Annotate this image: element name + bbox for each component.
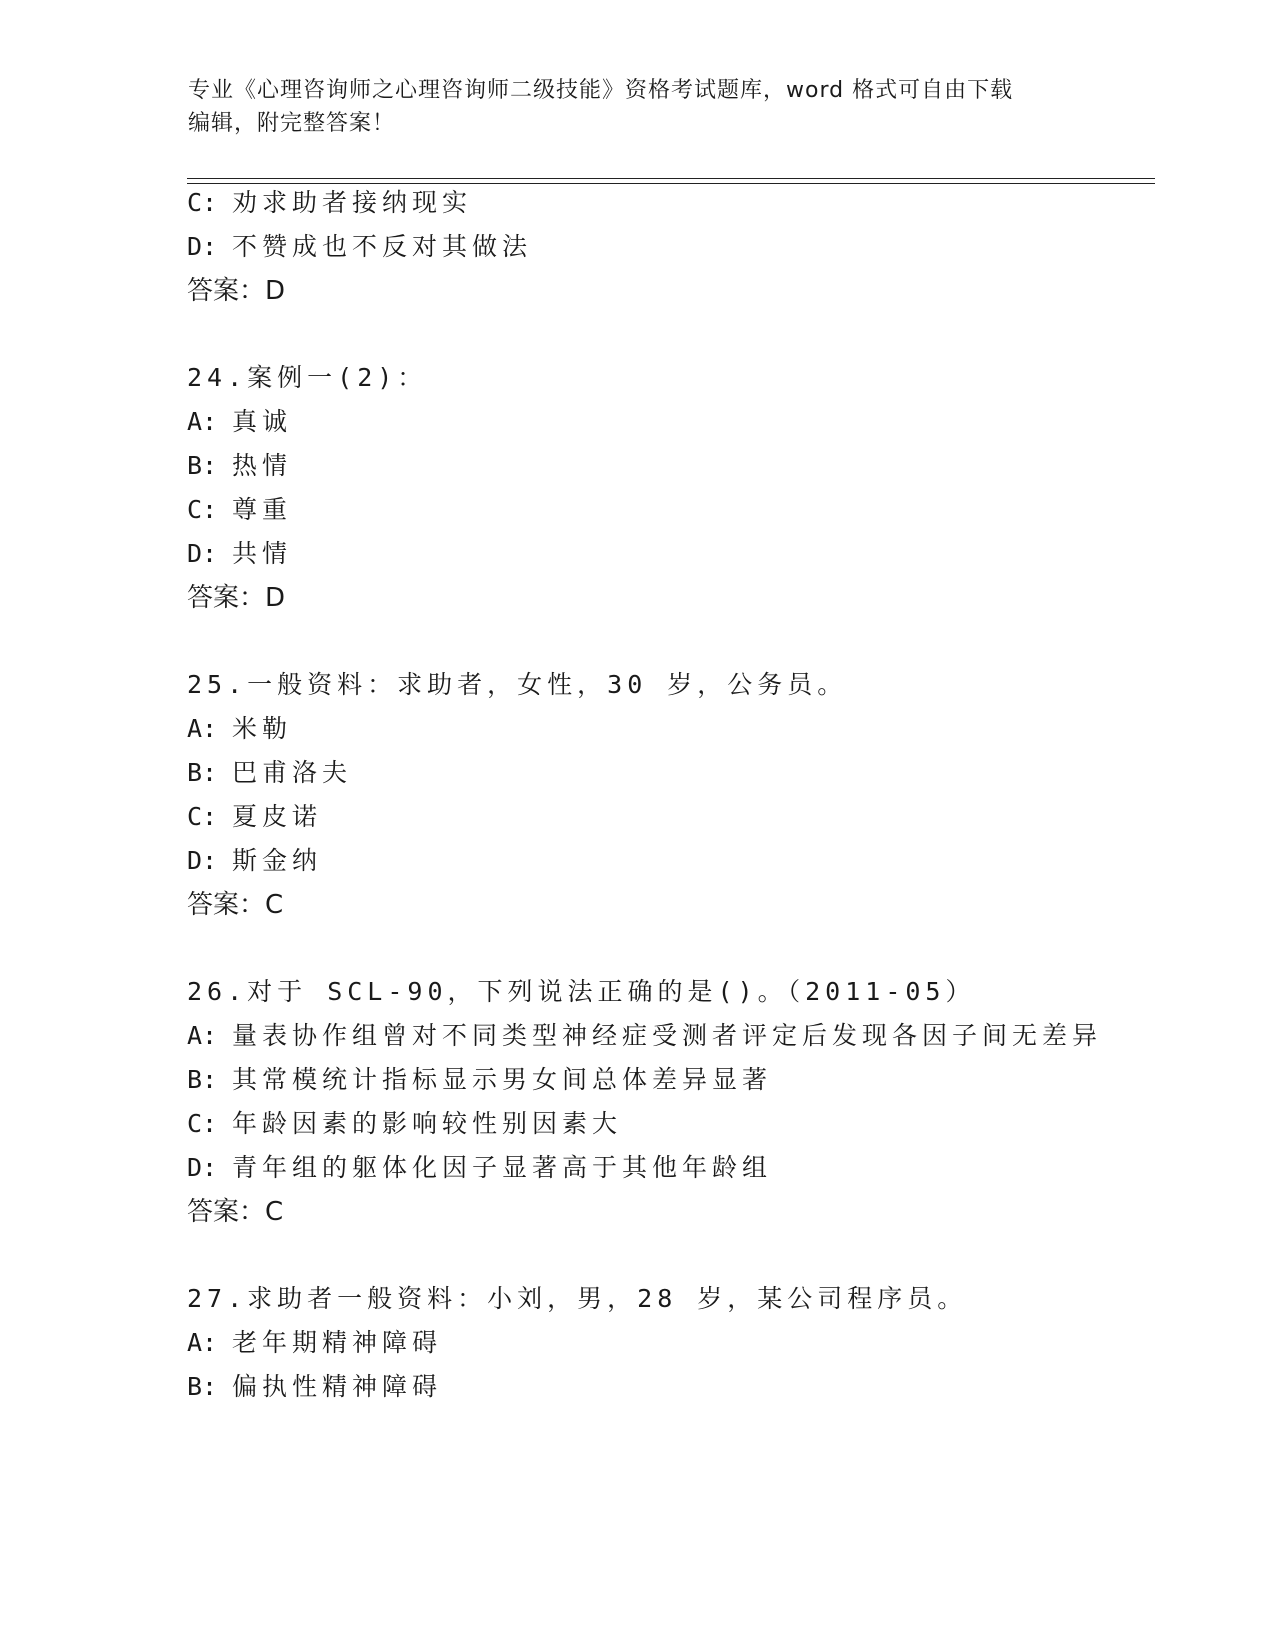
header-line-1: 专业《心理咨询师之心理咨询师二级技能》资格考试题库，word 格式可自由下载 [188, 78, 1014, 103]
option-label: B: [187, 758, 218, 787]
option-c [187, 490, 292, 530]
answer: 答案：D [187, 276, 286, 306]
option-label: D: [187, 1153, 218, 1182]
option-d [187, 841, 322, 881]
option-text: 年龄因素的影响较性别因素大 [232, 1109, 623, 1138]
option-text: 巴甫洛夫 [232, 758, 353, 787]
option-label: C: [187, 495, 218, 524]
option-text: 偏执性精神障碍 [232, 1372, 443, 1401]
option-text: 不赞成也不反对其做法 [232, 232, 533, 261]
option-label: B: [187, 451, 218, 480]
option-text: 夏皮诺 [232, 802, 323, 831]
option-text: 青年组的躯体化因子显著高于其他年龄组 [232, 1153, 773, 1182]
option-a [187, 402, 292, 442]
option-text: 斯金纳 [232, 846, 323, 875]
option-a [187, 709, 292, 749]
option-b [187, 1060, 772, 1100]
question-stem: 26.对于 SCL-90，下列说法正确的是()。（2011-05） [187, 977, 976, 1006]
option-label: A: [187, 407, 218, 436]
option-b [187, 1367, 442, 1407]
document-header [188, 74, 1088, 140]
option-d [187, 534, 292, 574]
option-label: B: [187, 1065, 218, 1094]
option-c [187, 183, 472, 223]
option-text: 真诚 [232, 407, 293, 436]
option-c [187, 797, 322, 837]
option-a [187, 1323, 442, 1363]
question-stem: 27.求助者一般资料：小刘，男，28 岁，某公司程序员。 [187, 1284, 968, 1313]
option-d [187, 1148, 772, 1188]
question-stem: 24.案例一(2)： [187, 363, 428, 392]
option-label: D: [187, 846, 218, 875]
option-text: 量表协作组曾对不同类型神经症受测者评定后发现各因子间无差异 [232, 1021, 1103, 1050]
header-divider-top [187, 178, 1155, 179]
option-b [187, 753, 352, 793]
answer: 答案：C [187, 890, 284, 920]
option-label: D: [187, 539, 218, 568]
answer: 答案：D [187, 583, 286, 613]
option-text: 劝求助者接纳现实 [232, 188, 473, 217]
option-b [187, 446, 292, 486]
option-d [187, 227, 532, 267]
question-stem: 25.一般资料：求助者，女性，30 岁，公务员。 [187, 670, 848, 699]
option-label: B: [187, 1372, 218, 1401]
option-label: C: [187, 802, 218, 831]
option-label: A: [187, 1021, 218, 1050]
option-text: 其常模统计指标显示男女间总体差异显著 [232, 1065, 773, 1094]
option-label: D: [187, 232, 218, 261]
answer: 答案：C [187, 1197, 284, 1227]
option-a [187, 1016, 1102, 1056]
option-label: A: [187, 1328, 218, 1357]
option-label: C: [187, 1109, 218, 1138]
option-label: C: [187, 188, 218, 217]
option-text: 老年期精神障碍 [232, 1328, 443, 1357]
option-c [187, 1104, 622, 1144]
header-line-2: 编辑，附完整答案！ [188, 111, 396, 136]
option-text: 米勒 [232, 714, 293, 743]
option-label: A: [187, 714, 218, 743]
option-text: 热情 [232, 451, 293, 480]
option-text: 尊重 [232, 495, 293, 524]
option-text: 共情 [232, 539, 293, 568]
